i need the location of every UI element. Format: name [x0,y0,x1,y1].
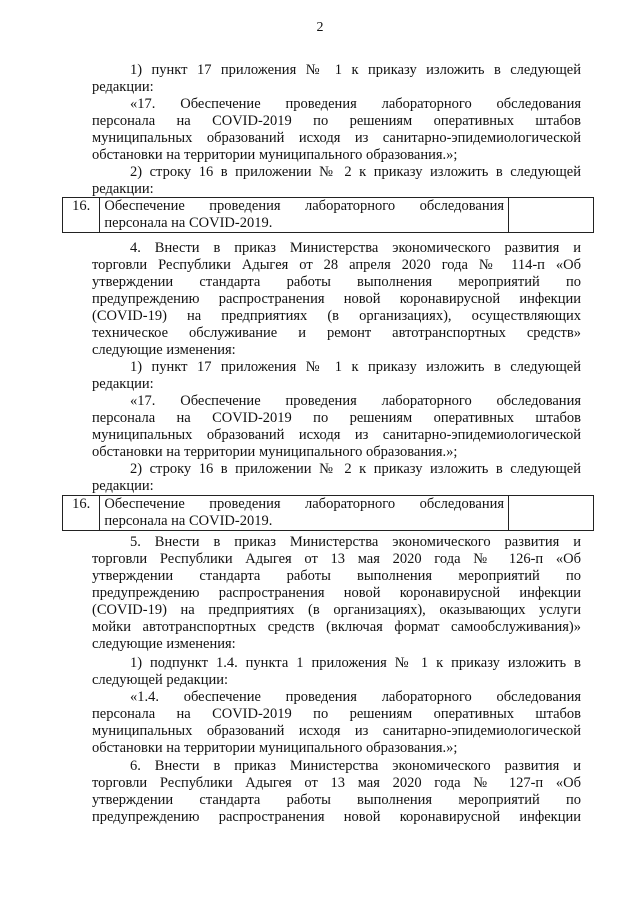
text-line: торговли Республики Адыгея от 28 апреля 2020 года № 114-п «Об [92,257,581,273]
text-line: редакции: [92,376,154,392]
row-text-line: Обеспечение проведения лабораторного обследования [104,496,505,512]
row-text-line: персонала на COVID-2019. [104,215,273,231]
text-line: техническое обслуживание и ремонт автотранспортных средств» [92,325,581,341]
text-line: предупреждению распространения новой коронавирусной инфекции [92,585,581,601]
table-row [63,496,594,531]
text-line: 2) строку 16 в приложении № 2 к приказу изложить в следующей [130,461,581,477]
row-number: 16. [63,496,100,531]
text-line: муниципальных образований исходя из санитарно-эпидемиологической [92,723,581,739]
text-line: «17. Обеспечение проведения лабораторного обследования [130,393,581,409]
text-line: персонала на COVID-2019 по решениям оперативных штабов [92,410,581,426]
replacement-table [62,495,594,531]
text-line: утверждении стандарта работы выполнения мероприятий по [92,568,581,584]
text-line: следующей редакции: [92,672,229,688]
text-line: редакции: [92,181,154,197]
row-text [100,198,509,233]
text-line: предупреждению распространения новой коронавирусной инфекции [92,291,581,307]
table-row [63,198,594,233]
text-line: торговли Республики Адыгея от 13 мая 2020 года № 127-п «Об [92,775,581,791]
text-line: редакции: [92,478,154,494]
row-text-line: персонала на COVID-2019. [104,513,273,529]
text-line: 2) строку 16 в приложении № 2 к приказу изложить в следующей [130,164,581,180]
text-line: обстановки на территории муниципального образования.»; [92,444,458,460]
row-text-line: Обеспечение проведения лабораторного обследования [104,198,505,214]
text-line: «17. Обеспечение проведения лабораторного обследования [130,96,581,112]
text-line: мойки автотранспортных средств (включая формат самообслуживания)» [92,619,581,635]
text-line: персонала на COVID-2019 по решениям оперативных штабов [92,706,581,722]
text-line: предупреждению распространения новой коронавирусной инфекции [92,809,581,825]
text-line: следующие изменения: [92,342,236,358]
row-extra-cell [509,198,594,233]
text-line: следующие изменения: [92,636,236,652]
text-line: (COVID-19) на предприятиях (в организациях), оказывающих услуги [92,602,581,618]
text-line: торговли Республики Адыгея от 13 мая 2020 года № 126-п «Об [92,551,581,567]
row-extra-cell [509,496,594,531]
text-line: 4. Внести в приказ Министерства экономического развития и [130,240,581,256]
text-line: обстановки на территории муниципального образования.»; [92,147,458,163]
replacement-table [62,197,594,233]
text-line: обстановки на территории муниципального образования.»; [92,740,458,756]
text-line: утверждении стандарта работы выполнения мероприятий по [92,274,581,290]
text-line: 5. Внести в приказ Министерства экономического развития и [130,534,581,550]
text-line: 1) подпункт 1.4. пункта 1 приложения № 1 к приказу изложить в [130,655,581,671]
text-line: муниципальных образований исходя из санитарно-эпидемиологической [92,427,581,443]
row-text [100,496,509,531]
text-line: утверждении стандарта работы выполнения мероприятий по [92,792,581,808]
text-line: 1) пункт 17 приложения № 1 к приказу изложить в следующей [130,62,581,78]
row-number: 16. [63,198,100,233]
text-line: персонала на COVID-2019 по решениям оперативных штабов [92,113,581,129]
page-number: 2 [316,20,324,35]
text-line: (COVID-19) на предприятиях (в организациях), осуществляющих [92,308,581,324]
text-line: «1.4. обеспечение проведения лабораторного обследования [130,689,581,705]
text-line: 6. Внести в приказ Министерства экономического развития и [130,758,581,774]
text-line: редакции: [92,79,154,95]
text-line: 1) пункт 17 приложения № 1 к приказу изложить в следующей [130,359,581,375]
text-line: муниципальных образований исходя из санитарно-эпидемиологической [92,130,581,146]
